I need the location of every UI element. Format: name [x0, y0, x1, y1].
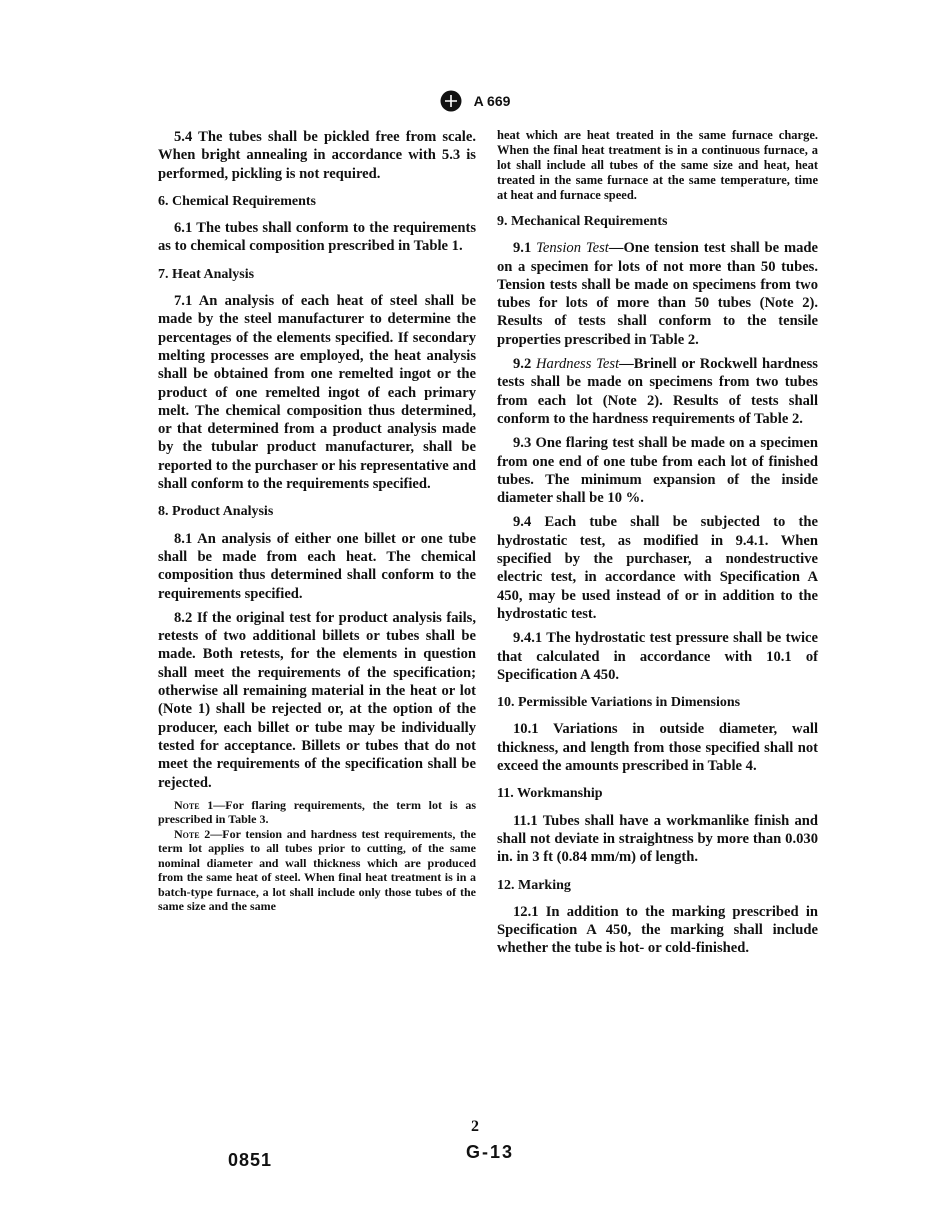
paragraph-9-2	[497, 355, 818, 428]
standard-designation: A 669	[473, 93, 511, 109]
paragraph-9-4-1: 9.4.1 The hydrostatic test pressure shall be twice that calculated in accordance with 10.1 of Specification A 450.	[497, 630, 818, 683]
right-column	[497, 128, 818, 964]
astm-logo-icon	[440, 90, 462, 112]
note-2-continued: heat which are heat treated in the same furnace charge. When the final heat treatment is in a continuous furnace, a lot shall include all tubes of the same size and heat, heat treated in the same furnace at the same temperature, time at heat and furnace speed.	[497, 128, 818, 202]
note-2	[158, 827, 476, 914]
paragraph-8-2: 8.2 If the original test for product analysis fails, retests of two additional billets or tubes shall be made. Both retests, for the elements in question shall meet the requirements of the specification; otherwise all remaining material in the heat or lot (Note 1) shall be rejected or, at the option of the producer, each billet or tube may be individually tested for acceptance. Billets or tubes that do not meet the requirements of the specification shall be rejected.	[158, 609, 476, 791]
paragraph-9-3: 9.3 One flaring test shall be made on a specimen from one end of one tube from each lot of finished tubes. The minimum expansion of the inside diameter shall be 10 %.	[497, 435, 818, 507]
paragraph-9-2-number: 9.2	[513, 356, 532, 373]
paragraph-8-1: 8.1 An analysis of either one billet or one tube shall be made from each heat. The chemical composition thus determined shall conform to the requirements specified.	[158, 530, 476, 602]
paragraph-9-1-text: —One tension test shall be made on a specimen for lots of not more than 50 tubes. Tension tests shall be made on specimens from two tubes for lots of more than 50 tubes (Note 2). Results of tests shall conform to the tensile properties prescribed in Table 2.	[497, 240, 818, 348]
section-heading-8: 8. Product Analysis	[158, 504, 274, 520]
stamp-right: G-13	[466, 1142, 515, 1162]
paragraph-9-2-title: Hardness Test	[536, 356, 620, 373]
note-1	[158, 798, 476, 827]
paragraph-9-2-text: —Brinell or Rockwell hardness tests shall be made on specimens from two tubes from each lot (Note 2). Results of tests shall conform to the hardness requirements of Table 2.	[497, 356, 818, 427]
paragraph-10-1: 10.1 Variations in outside diameter, wall thickness, and length from those specified shall not exceed the amounts prescribed in Table 4.	[497, 721, 818, 775]
paragraph-6-1: 6.1 The tubes shall conform to the requirements as to chemical composition prescribed in Table 1.	[158, 220, 476, 255]
section-heading-12: 12. Marking	[497, 877, 571, 893]
paragraph-11-1: 11.1 Tubes shall have a workmanlike finish and shall not deviate in straightness by more than 0.030 in. in 3 ft (0.84 mm/m) of length.	[497, 812, 818, 866]
section-heading-11: 11. Workmanship	[497, 786, 603, 802]
page-number: 2	[471, 1118, 479, 1135]
paragraph-9-4: 9.4 Each tube shall be subjected to the hydrostatic test, as modified in 9.4.1. When specified by the purchaser, a nondestructive electric test, in accordance with Specification A 450, may be used instead of or in addition to the hydrostatic test.	[497, 514, 818, 622]
section-heading-7: 7. Heat Analysis	[158, 266, 255, 282]
section-heading-9: 9. Mechanical Requirements	[497, 214, 668, 229]
note-2-text: —For tension and hardness test requirements, the term lot applies to all tubes prior to cutting, of the same nominal diameter and wall thickness which are produced from the same heat of steel. When final heat treatment is in a batch-type furnace, a lot shall include only those tubes of the same size and the same	[158, 826, 476, 914]
note-2-label: Note 2	[174, 826, 211, 841]
paragraph-5-4: 5.4 The tubes shall be pickled free from scale. When bright annealing in accordance with 5.3 is performed, pickling is not required.	[158, 129, 476, 182]
paragraph-7-1: 7.1 An analysis of each heat of steel shall be made by the steel manufacturer to determine the percentages of the elements specified. If secondary melting processes are employed, the heat analysis shall be obtained from one remelted ingot or the product of one remelted ingot of each primary melt. The chemical composition thus determined, or that determined from a product analysis made by the tubular product manufacturer, shall be reported to the purchaser or his representative and shall conform to the requirements specified.	[158, 293, 476, 493]
paragraph-9-1-number: 9.1	[513, 240, 532, 257]
page-header	[0, 90, 950, 112]
section-heading-10: 10. Permissible Variations in Dimensions	[497, 695, 741, 711]
section-heading-6: 6. Chemical Requirements	[158, 193, 316, 209]
paragraph-12-1: 12.1 In addition to the marking prescribed in Specification A 450, the marking shall include whether the tube is hot- or cold-finished.	[497, 903, 818, 957]
left-column	[158, 128, 476, 914]
paragraph-9-1	[497, 239, 818, 349]
paragraph-9-1-title: Tension Test	[536, 240, 609, 257]
stamp-left: 0851	[228, 1150, 273, 1170]
note-1-text: —For flaring requirements, the term lot is as prescribed in Table 3.	[158, 797, 476, 827]
note-1-label: Note 1	[174, 797, 214, 812]
